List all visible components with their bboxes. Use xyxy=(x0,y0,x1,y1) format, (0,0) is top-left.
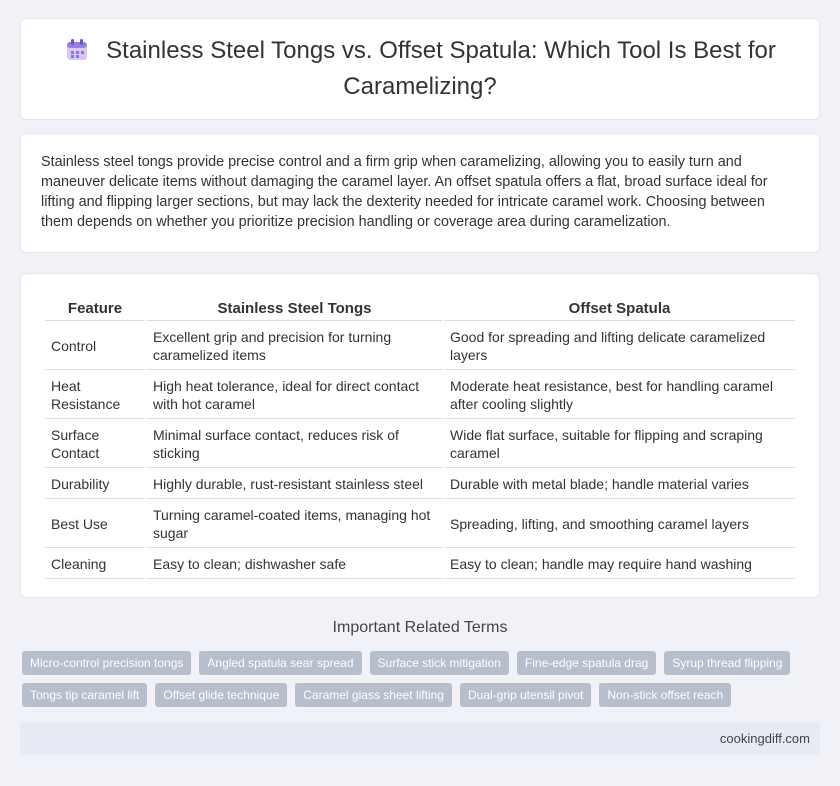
related-term-tag[interactable]: Caramel glass sheet lifting xyxy=(295,683,452,707)
table-row xyxy=(45,550,795,579)
row-tongs: Easy to clean; dishwasher safe xyxy=(147,550,442,579)
row-spatula: Wide flat surface, suitable for flipping and scraping caramel xyxy=(444,421,795,468)
related-terms-tags xyxy=(22,651,822,715)
table-row xyxy=(45,323,795,370)
page-title xyxy=(50,35,790,103)
row-feature: Control xyxy=(45,323,145,370)
table-row xyxy=(45,470,795,499)
row-tongs: High heat tolerance, ideal for direct contact with hot caramel xyxy=(147,372,442,419)
row-tongs: Turning caramel-coated items, managing hot sugar xyxy=(147,501,442,548)
related-term-tag[interactable]: Offset glide technique xyxy=(155,683,287,707)
related-term-tag[interactable]: Non-stick offset reach xyxy=(599,683,731,707)
row-tongs: Minimal surface contact, reduces risk of sticking xyxy=(147,421,442,468)
row-feature: Surface Contact xyxy=(45,421,145,468)
row-tongs: Highly durable, rust-resistant stainless steel xyxy=(147,470,442,499)
footer xyxy=(20,723,820,755)
table-row xyxy=(45,501,795,548)
related-terms-title: Important Related Terms xyxy=(332,619,508,636)
related-term-tag[interactable]: Surface stick mitigation xyxy=(370,651,509,675)
footer-site-link[interactable]: cookingdiff.com xyxy=(719,731,810,746)
row-feature: Cleaning xyxy=(45,550,145,579)
header-spatula: Offset Spatula xyxy=(444,296,795,321)
related-term-tag[interactable]: Dual-grip utensil pivot xyxy=(460,683,591,707)
intro-card xyxy=(20,133,820,253)
row-feature: Heat Resistance xyxy=(45,372,145,419)
header-feature: Feature xyxy=(45,296,145,321)
table-header-row xyxy=(45,296,795,321)
table-row xyxy=(45,372,795,419)
tag-row xyxy=(22,651,822,683)
comparison-table-card xyxy=(20,273,820,598)
row-spatula: Good for spreading and lifting delicate caramelized layers xyxy=(444,323,795,370)
related-term-tag[interactable]: Micro-control precision tongs xyxy=(22,651,191,675)
title-wrap xyxy=(50,35,790,103)
row-spatula: Easy to clean; handle may require hand washing xyxy=(444,550,795,579)
related-term-tag[interactable]: Angled spatula sear spread xyxy=(199,651,361,675)
intro-paragraph: Stainless steel tongs provide precise control and a firm grip when caramelizing, allowing you to easily turn and maneuver delicate items without damaging the caramel layer. An offset spatula offers a flat, broad surface ideal for lifting and flipping larger sections, but may lack the dexterity needed for intricate caramel work. Choosing between them depends on whether you prioritize precision handling or coverage area during caramelization. xyxy=(41,154,768,230)
page-title-text: Stainless Steel Tongs vs. Offset Spatula: Which Tool Is Best for Caramelizing? xyxy=(106,37,776,100)
row-spatula: Moderate heat resistance, best for handling caramel after cooling slightly xyxy=(444,372,795,419)
row-feature: Best Use xyxy=(45,501,145,548)
header-tongs: Stainless Steel Tongs xyxy=(147,296,442,321)
title-card xyxy=(20,18,820,120)
row-spatula: Durable with metal blade; handle material varies xyxy=(444,470,795,499)
row-tongs: Excellent grip and precision for turning caramelized items xyxy=(147,323,442,370)
row-spatula: Spreading, lifting, and smoothing caramel layers xyxy=(444,501,795,548)
related-term-tag[interactable]: Tongs tip caramel lift xyxy=(22,683,147,707)
related-term-tag[interactable]: Syrup thread flipping xyxy=(664,651,790,675)
row-feature: Durability xyxy=(45,470,145,499)
table-row xyxy=(45,421,795,468)
comparison-table xyxy=(43,294,797,581)
related-term-tag[interactable]: Fine-edge spatula drag xyxy=(517,651,656,675)
calendar-icon xyxy=(64,38,90,71)
tag-row xyxy=(22,683,822,715)
